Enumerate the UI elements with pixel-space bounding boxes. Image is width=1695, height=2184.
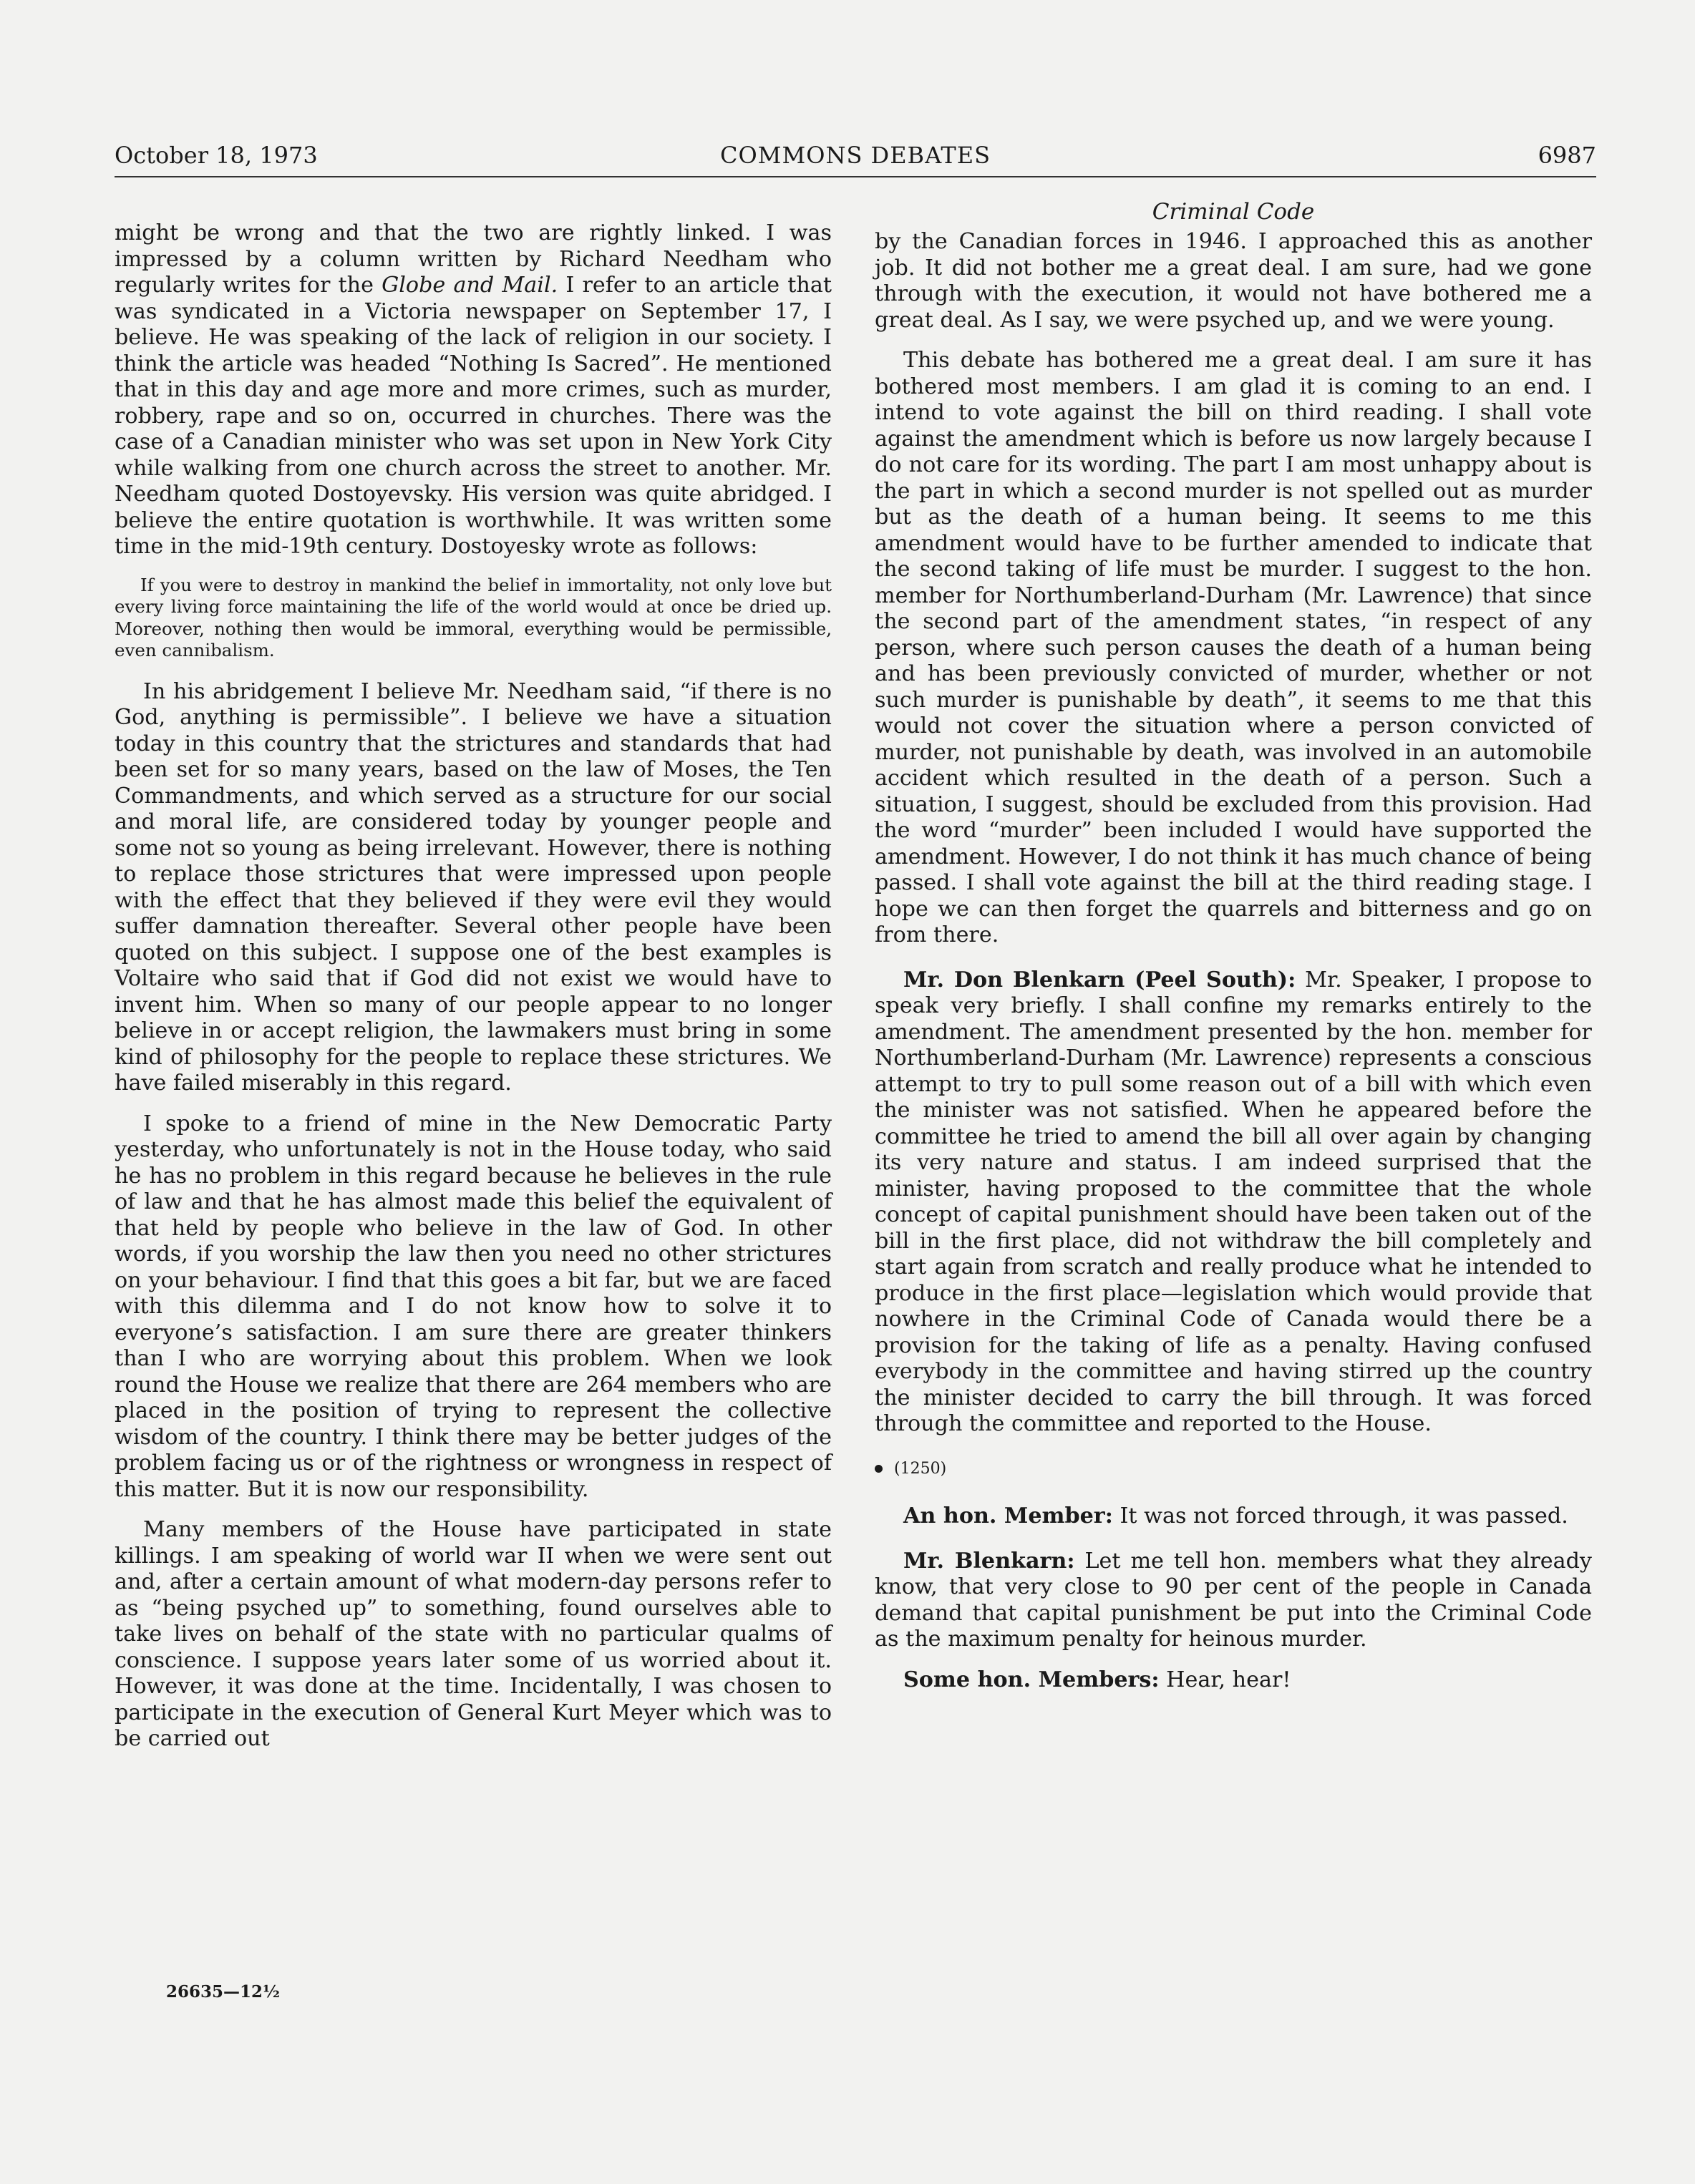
speaker-name: Mr. Don Blenkarn (Peel South): [903, 967, 1296, 993]
time-marker: (1250) [875, 1456, 1592, 1483]
header-publication-title: COMMONS DEBATES [719, 142, 991, 169]
header-page-number: 6987 [1538, 142, 1596, 169]
paragraph: might be wrong and that the two are rightly linked. I was impressed by a column written by Richard Needham who regularly writes for the Globe and Mail. I refer to an article that was syndicated in a Victoria newspaper on September 17, I believe. He was speaking of the lack of religion in our society. I think the article was headed “Nothing Is Sacred”. He mentioned that in this day and age more and more crimes, such as murder, robbery, rape and so on, occurred in churches. There was the case of a Canadian minister who was set upon in New York City while walking from one church across the street to another. Mr. Needham quoted Dostoyevsky. His version was quite abridged. I believe the entire quotation is worthwhile. It was written some time in the mid-19th century. Dostoyesky wrote as follows: [115, 220, 832, 559]
paragraph: In his abridgement I believe Mr. Needham said, “if there is no God, anything is permissible”. I believe we have a situation today in this country that the strictures and standards that had been set for so many years, based on the law of Moses, the Ten Commandments, and which served as a structure for our social and moral life, are considered today by younger people and some not so young as being irrelevant. However, there is nothing to replace those strictures that were impressed upon people with the effect that they believed if they were evil they would suffer damnation thereafter. Several other people have been quoted on this subject. I suppose one of the best examples is Voltaire who said that if God did not exist we would have to invent him. When so many of our people appear to no longer believe in or accept religion, the lawmakers must bring in some kind of philosophy for the people to replace these strictures. We have failed miserably in this regard. [115, 678, 832, 1096]
speech-hon-members: Some hon. Members: Hear, hear! [903, 1667, 1291, 1692]
block-quote: If you were to destroy in mankind the belief in immortality, not only love but every living force maintaining the life of the world would at once be dried up. Moreover, nothing then would be immoral, everything would be permissible, even cannibalism. [115, 574, 832, 660]
bullet-icon [875, 1465, 883, 1473]
speech-blenkarn: Mr. Blenkarn: Let me tell hon. members what they already know, that very close to 90 per cent of the people in Canada demand that capital punishment be put into the Criminal Code as the maximum penalty for heinous murder. [875, 1548, 1592, 1652]
speaker-name: An hon. Member: [903, 1503, 1113, 1529]
paragraph: Many members of the House have participated in state killings. I am speaking of world war II when we were sent out and, after a certain amount of what modern-day persons refer to as “being psyched up” to something, found ourselves able to take lives on behalf of the state with no particular qualms of conscience. I suppose years later some of us worried about it. However, it was done at the time. Incidentally, I was chosen to participate in the execution of General Kurt Meyer which was to be carried out [115, 1517, 832, 1751]
left-column [115, 220, 832, 1767]
speaker-name: Some hon. Members: [903, 1667, 1160, 1692]
printer-code: 26635—12½ [166, 1982, 281, 2002]
speech-blenkarn: Mr. Don Blenkarn (Peel South): Mr. Speaker, I propose to speak very briefly. I shall confine my remarks entirely to the amendment. The amendment presented by the hon. member for Northumberland-Durham (Mr. Lawrence) represents a conscious attempt to try to pull some reason out of a bill with which even the minister was not satisfied. When he appeared before the committee he tried to amend the bill all over again by changing its very nature and status. I am indeed surprised that the minister, having proposed to the committee that the whole concept of capital punishment should have been taken out of the bill in the first place, did not withdraw the bill completely and start again from scratch and really produce what he intended to produce in the first place—legislation which would provide that nowhere in the Criminal Code of Canada would there be a provision for the taking of life as a penalty. Having confused everybody in the committee and having stirred up the country the minister decided to carry the bill through. It was forced through the committee and reported to the House. [875, 967, 1593, 1436]
speech-hon-member: An hon. Member: It was not forced through, it was passed. [903, 1503, 1568, 1529]
section-title: Criminal Code [1152, 199, 1315, 225]
header-date: October 18, 1973 [115, 142, 318, 169]
right-column [875, 199, 1592, 1707]
speaker-name: Mr. Blenkarn: [903, 1548, 1075, 1574]
paragraph: by the Canadian forces in 1946. I approached this as another job. It did not bother me a great deal. I am sure, had we gone through with the execution, it would not have bothered me a great deal. As I say, we were psyched up, and we were young. [875, 229, 1592, 333]
paragraph: I spoke to a friend of mine in the New Democratic Party yesterday, who unfortunately is not in the House today, who said he has no problem in this regard because he believes in the rule of law and that he has almost made this belief the equivalent of that held by people who believe in the law of God. In other words, if you worship the law then you need no other strictures on your behaviour. I find that this goes a bit far, but we are faced with this dilemma and I do not know how to solve it to everyone’s satisfaction. I am sure there are greater thinkers than I who are worrying about this problem. When we look round the House we realize that there are 264 members who are placed in the position of trying to represent the collective wisdom of the country. I think there may be better judges of the problem facing us or of the rightness or wrongness in respect of this matter. But it is now our responsibility. [115, 1111, 832, 1502]
paragraph: This debate has bothered me a great deal. I am sure it has bothered most members. I am glad it is coming to an end. I intend to vote against the bill on third reading. I shall vote against the amendment which is before us now largely because I do not care for its wording. The part I am most unhappy about is the part in which a second murder is not spelled out as murder but as the death of a human being. It seems to me this amendment would have to be further amended to indicate that the second taking of life must be murder. I suggest to the hon. member for Northumberland-Durham (Mr. Lawrence) that since the second part of the amendment states, “in respect of any person, where such person causes the death of a human being and has been previously convicted of murder, whether or not such murder is punishable by death”, it seems to me that this would not cover the situation where a person convicted of murder, not punishable by death, was involved in an automobile accident which resulted in the death of a person. Such a situation, I suggest, should be excluded from this provision. Had the word “murder” been included I would have supported the amendment. However, I do not think it has much chance of being passed. I shall vote against the bill at the third reading stage. I hope we can then forget the quarrels and bitterness and go on from there. [875, 348, 1592, 947]
page-header [115, 142, 1596, 177]
